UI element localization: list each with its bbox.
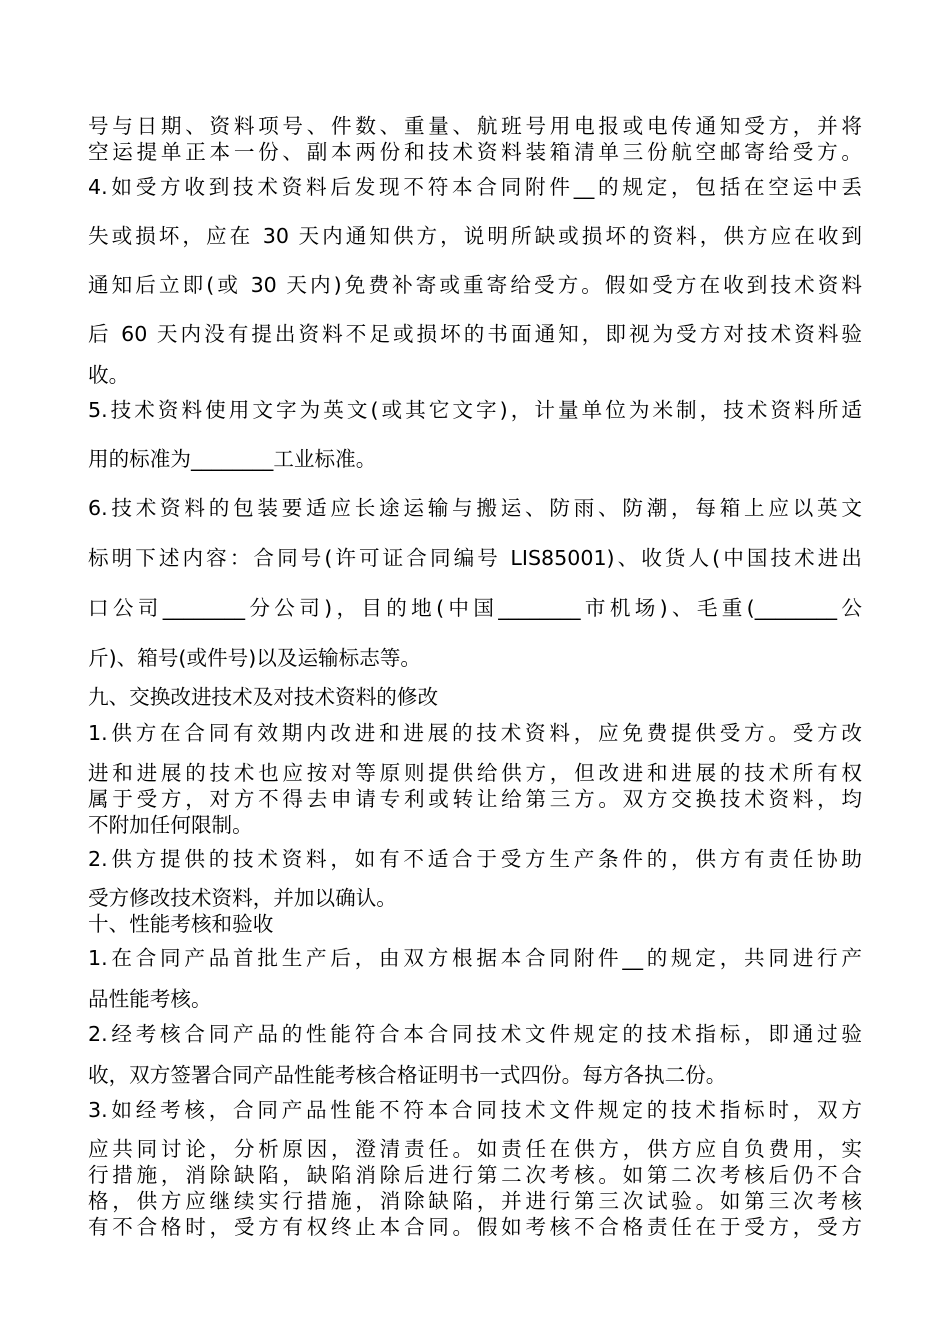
text-line: 2.供方提供的技术资料，如有不适合于受方生产条件的，供方有责任协助 — [88, 847, 862, 871]
text-line: 4.如受方收到技术资料后发现不符本合同附件__的规定，包括在空运中丢 — [88, 175, 862, 199]
text-line: 用的标准为________工业标准。 — [88, 447, 377, 471]
text-line: 收，双方签署合同产品性能考核合格证明书一式四份。每方各执二份。 — [88, 1063, 727, 1087]
text-line: 行措施，消除缺陷，缺陷消除后进行第二次考核。如第二次考核后仍不合 — [88, 1163, 862, 1187]
section-heading: 十、性能考核和验收 — [88, 912, 274, 936]
section-heading: 九、交换改进技术及对技术资料的修改 — [88, 685, 439, 709]
text-line: 2.经考核合同产品的性能符合本合同技术文件规定的技术指标，即通过验 — [88, 1022, 862, 1046]
text-line: 受方修改技术资料，并加以确认。 — [88, 886, 397, 910]
text-line: 进和进展的技术也应按对等原则提供给供方，但改进和进展的技术所有权 — [88, 761, 862, 785]
text-line: 3.如经考核，合同产品性能不符本合同技术文件规定的技术指标时，双方 — [88, 1098, 862, 1122]
text-line: 1.供方在合同有效期内改进和进展的技术资料，应免费提供受方。受方改 — [88, 721, 862, 745]
text-line: 1.在合同产品首批生产后，由双方根据本合同附件__的规定，共同进行产 — [88, 946, 862, 970]
text-line: 后 60 天内没有提出资料不足或损坏的书面通知，即视为受方对技术资料验 — [88, 322, 862, 346]
text-line: 通知后立即(或 30 天内)免费补寄或重寄给受方。假如受方在收到技术资料 — [88, 273, 862, 297]
text-line: 失或损坏，应在 30 天内通知供方，说明所缺或损坏的资料，供方应在收到 — [88, 224, 862, 248]
text-line: 品性能考核。 — [88, 987, 212, 1011]
text-line: 号与日期、资料项号、件数、重量、航班号用电报或电传通知受方，并将 — [88, 114, 862, 138]
text-line: 格，供方应继续实行措施，消除缺陷，并进行第三次试验。如第三次考核 — [88, 1189, 862, 1213]
text-line: 6.技术资料的包装要适应长途运输与搬运、防雨、防潮，每箱上应以英文 — [88, 496, 862, 520]
text-line: 属于受方，对方不得去申请专利或转让给第三方。双方交换技术资料，均 — [88, 787, 862, 811]
text-line: 标明下述内容：合同号(许可证合同编号 LIS85001)、收货人(中国技术进出 — [88, 546, 862, 570]
text-line: 5.技术资料使用文字为英文(或其它文字)，计量单位为米制，技术资料所适 — [88, 398, 862, 422]
text-line: 斤)、箱号(或件号)以及运输标志等。 — [88, 646, 422, 670]
text-line: 口公司________分公司)，目的地(中国________市机场)、毛重(________公 — [88, 596, 862, 620]
text-line: 有不合格时，受方有权终止本合同。假如考核不合格责任在于受方，受方 — [88, 1215, 862, 1239]
text-line: 应共同讨论，分析原因，澄清责任。如责任在供方，供方应自负费用，实 — [88, 1137, 862, 1161]
text-line: 收。 — [88, 363, 130, 387]
text-line: 不附加任何限制。 — [88, 813, 253, 837]
text-line: 空运提单正本一份、副本两份和技术资料装箱清单三份航空邮寄给受方。 — [88, 140, 862, 164]
